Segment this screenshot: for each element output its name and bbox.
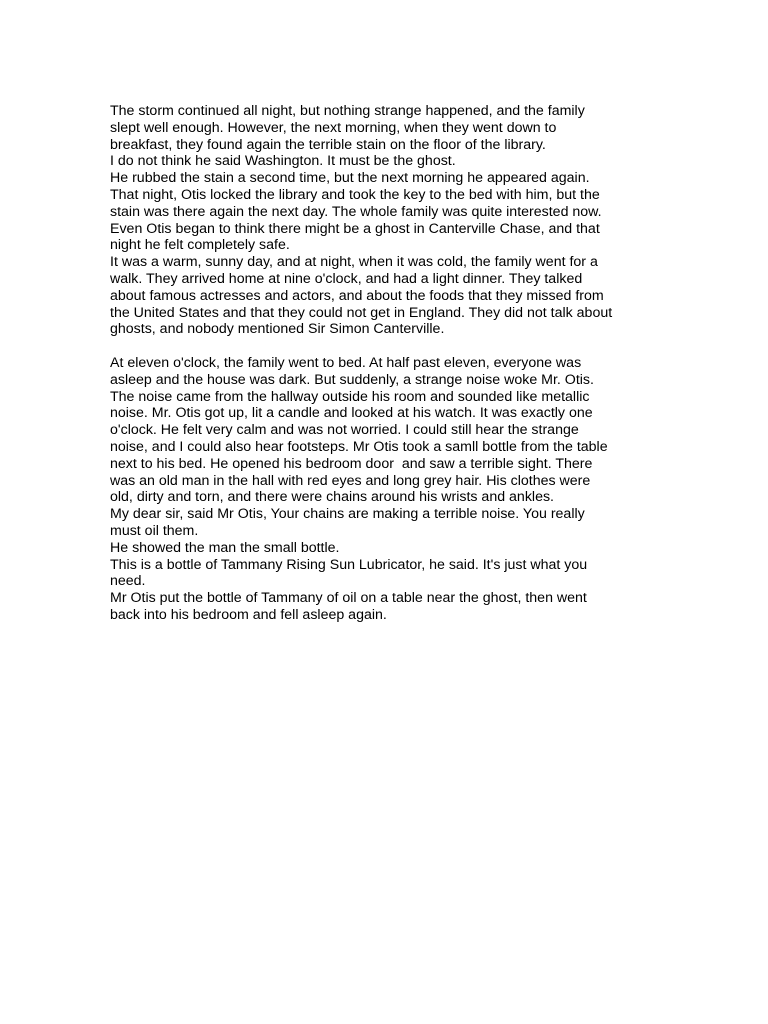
text-line: This is a bottle of Tammany Rising Sun Lubricator, he said. It's just what you [110,556,588,573]
text-line: o'clock. He felt very calm and was not worried. I could still hear the strange [110,422,579,439]
text-line: ghosts, and nobody mentioned Sir Simon Canterville. [110,321,445,338]
text-line: My dear sir, said Mr Otis, Your chains are making a terrible noise. You really [110,506,585,523]
text-line: about famous actresses and actors, and about the foods that they missed from [110,287,604,304]
text-line: Even Otis began to think there might be a ghost in Canterville Chase, and that [110,220,600,237]
text-line: noise, and I could also hear footsteps. Mr Otis took a samll bottle from the table [110,438,608,455]
text-line: was an old man in the hall with red eyes and long grey hair. His clothes were [110,472,591,489]
text-line: asleep and the house was dark. But suddenly, a strange noise woke Mr. Otis. [110,371,594,388]
text-line: I do not think he said Washington. It must be the ghost. [110,153,456,170]
text-line: He showed the man the small bottle. [110,539,340,556]
text-line: Mr Otis put the bottle of Tammany of oil on a table near the ghost, then went [110,590,587,607]
text-line: back into his bedroom and fell asleep again. [110,606,387,623]
text-line: stain was there again the next day. The whole family was quite interested now. [110,203,602,220]
text-line: noise. Mr. Otis got up, lit a candle and looked at his watch. It was exactly one [110,405,593,422]
text-line: That night, Otis locked the library and took the key to the bed with him, but the [110,186,600,203]
text-line: need. [110,573,146,590]
text-line: next to his bed. He opened his bedroom door and saw a terrible sight. There [110,455,593,472]
text-line: old, dirty and torn, and there were chains around his wrists and ankles. [110,489,554,506]
text-line: He rubbed the stain a second time, but the next morning he appeared again. [110,170,590,187]
story-text [110,103,670,624]
text-line: It was a warm, sunny day, and at night, when it was cold, the family went for a [110,254,598,271]
text-line: The noise came from the hallway outside his room and sounded like metallic [110,388,590,405]
text-line: walk. They arrived home at nine o'clock, and had a light dinner. They talked [110,270,583,287]
text-line: night he felt completely safe. [110,237,290,254]
text-line: At eleven o'clock, the family went to bed. At half past eleven, everyone was [110,354,582,371]
text-line: must oil them. [110,522,199,539]
paragraph-break [110,338,670,355]
text-line: the United States and that they could not get in England. They did not talk about [110,304,613,321]
text-line: breakfast, they found again the terrible stain on the floor of the library. [110,136,546,153]
text-line: slept well enough. However, the next morning, when they went down to [110,119,557,136]
text-line: The storm continued all night, but nothing strange happened, and the family [110,103,585,119]
